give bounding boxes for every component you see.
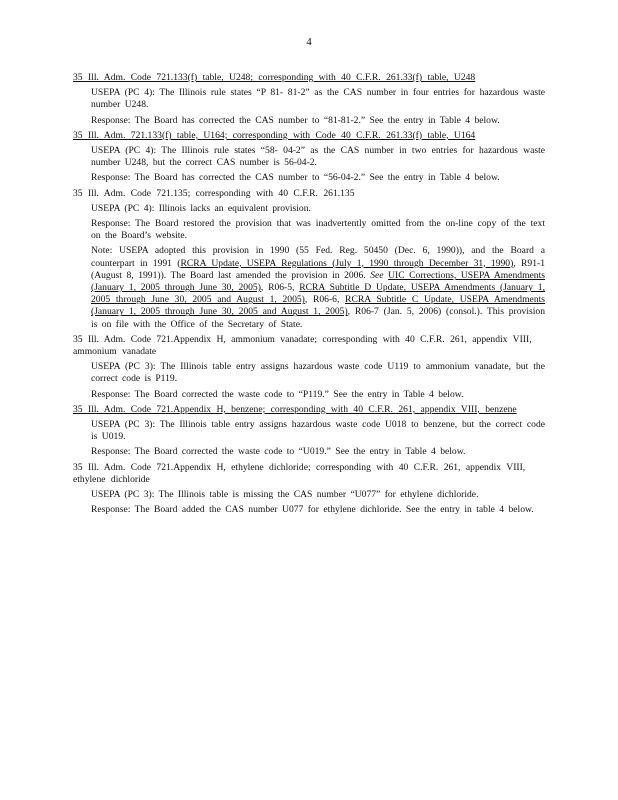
section-heading: 35 Ill. Adm. 721.133(f) table, U164; corresponding with Code 40 C.F.R. 261.33(f) table, U164: [73, 129, 476, 141]
usepa-comment: USEPA (PC 3): The Illinois table entry assigns hazardous waste code U119 to ammonium vanadate, but the correct code is P119.: [91, 361, 545, 385]
note-paragraph: [91, 245, 545, 330]
usepa-comment: USEPA (PC 3): The Illinois table is missing the CAS number “U077” for ethylene dichloride.: [91, 489, 479, 501]
board-response: Response: The Board corrected the waste code to “U019.” See the entry in Table 4 below.: [91, 446, 466, 458]
comment-entry: [73, 462, 545, 517]
board-response: Response: The Board has corrected the CAS number to “56-04-2.” See the entry in Table 4 below.: [91, 172, 500, 184]
docket-citation: UIC Corrections, USEPA Amendments (January 1, 2005 through June 30, 2005): [91, 269, 545, 294]
usepa-comment: USEPA (PC 4): Illinois lacks an equivalent provision.: [91, 202, 311, 214]
section-heading: 35 Ill. Adm. Code 721.Appendix H, ethylene dichloride; corresponding with 40 C.F.R. 261, appendix VIII, ethylene dichloride: [73, 461, 526, 485]
docket-citation: RCRA Update, USEPA Regulations (July 1, 1990 through December 31, 1990): [180, 257, 514, 269]
docket-citation: RCRA Subtitle C Update, USEPA Amendments (January 1, 2005 through June 30, 2005 and August 1, 2005): [91, 294, 546, 318]
comment-entry: [73, 188, 545, 331]
page-number: 4: [306, 36, 312, 48]
board-response: Response: The Board restored the provision that was inadvertently omitted from the on-line copy of the text on the Board’s website.: [91, 218, 545, 242]
note-text: Note: USEPA adopted this provision in 1990 (55 Fed. Reg. 50450 (Dec. 6, 1990)), and the Board a counterpart in 1991 (: [91, 245, 545, 269]
usepa-comment: USEPA (PC 3): The Illinois table entry assigns hazardous waste code U018 to benzene, but the correct code is U019.: [91, 419, 545, 443]
docket-citation: RCRA Subtitle D Update, USEPA Amendments (January 1, 2005 through June 30, 2005 and August 1, 2005): [91, 282, 545, 306]
board-response: Response: The Board added the CAS number U077 for ethylene dichloride. See the entry in table 4 below.: [91, 504, 534, 516]
board-response: Response: The Board has corrected the CAS number to “81-81-2.” See the entry in Table 4 below.: [91, 114, 500, 126]
usepa-comment: USEPA (PC 4): The Illinois rule states “58- 04-2” as the CAS number in two entries for hazardous waste number U248, but the correct CAS number is 56-04-2.: [91, 145, 545, 169]
section-heading: 35 Ill. Adm. Code 721.133(f) table, U248; corresponding with 40 C.F.R. 261.33(f) table, U248: [73, 72, 476, 83]
section-heading: 35 Ill. Adm. Code 721.135; corresponding with 40 C.F.R. 261.135: [73, 187, 355, 199]
section-heading: 35 Ill. Adm. Code 721.Appendix H, ammonium vanadate; corresponding with 40 C.F.R. 261, appendix VIII, ammonium vanadate: [73, 333, 532, 358]
comment-entry: [73, 72, 545, 127]
comment-entry: [73, 334, 545, 401]
note-text: , R91-1 (August 8, 1991)). The Board last amended the provision in 2006.: [91, 257, 545, 281]
usepa-comment: USEPA (PC 4): The Illinois rule states “P 81- 81-2” as the CAS number in four entries for hazardous waste number U248.: [91, 87, 545, 111]
note-text: , R06-5,: [260, 282, 300, 294]
note-text: , R06-7 (Jan. 5, 2006) (consol.). This provision is on file with the Office of the Secretary of State.: [91, 306, 545, 330]
section-heading: 35 Ill. Adm. Code 721.Appendix H, benzene; corresponding with 40 C.F.R. 261, appendix VIII, benzene: [73, 403, 517, 415]
board-response: Response: The Board corrected the waste code to “P119.” See the entry in Table 4 below.: [91, 388, 464, 400]
comment-entry: [73, 130, 545, 185]
note-text: , R06-6,: [304, 294, 346, 306]
see-signal: See: [370, 269, 384, 281]
document-body: [73, 72, 545, 520]
comment-entry: [73, 404, 545, 459]
